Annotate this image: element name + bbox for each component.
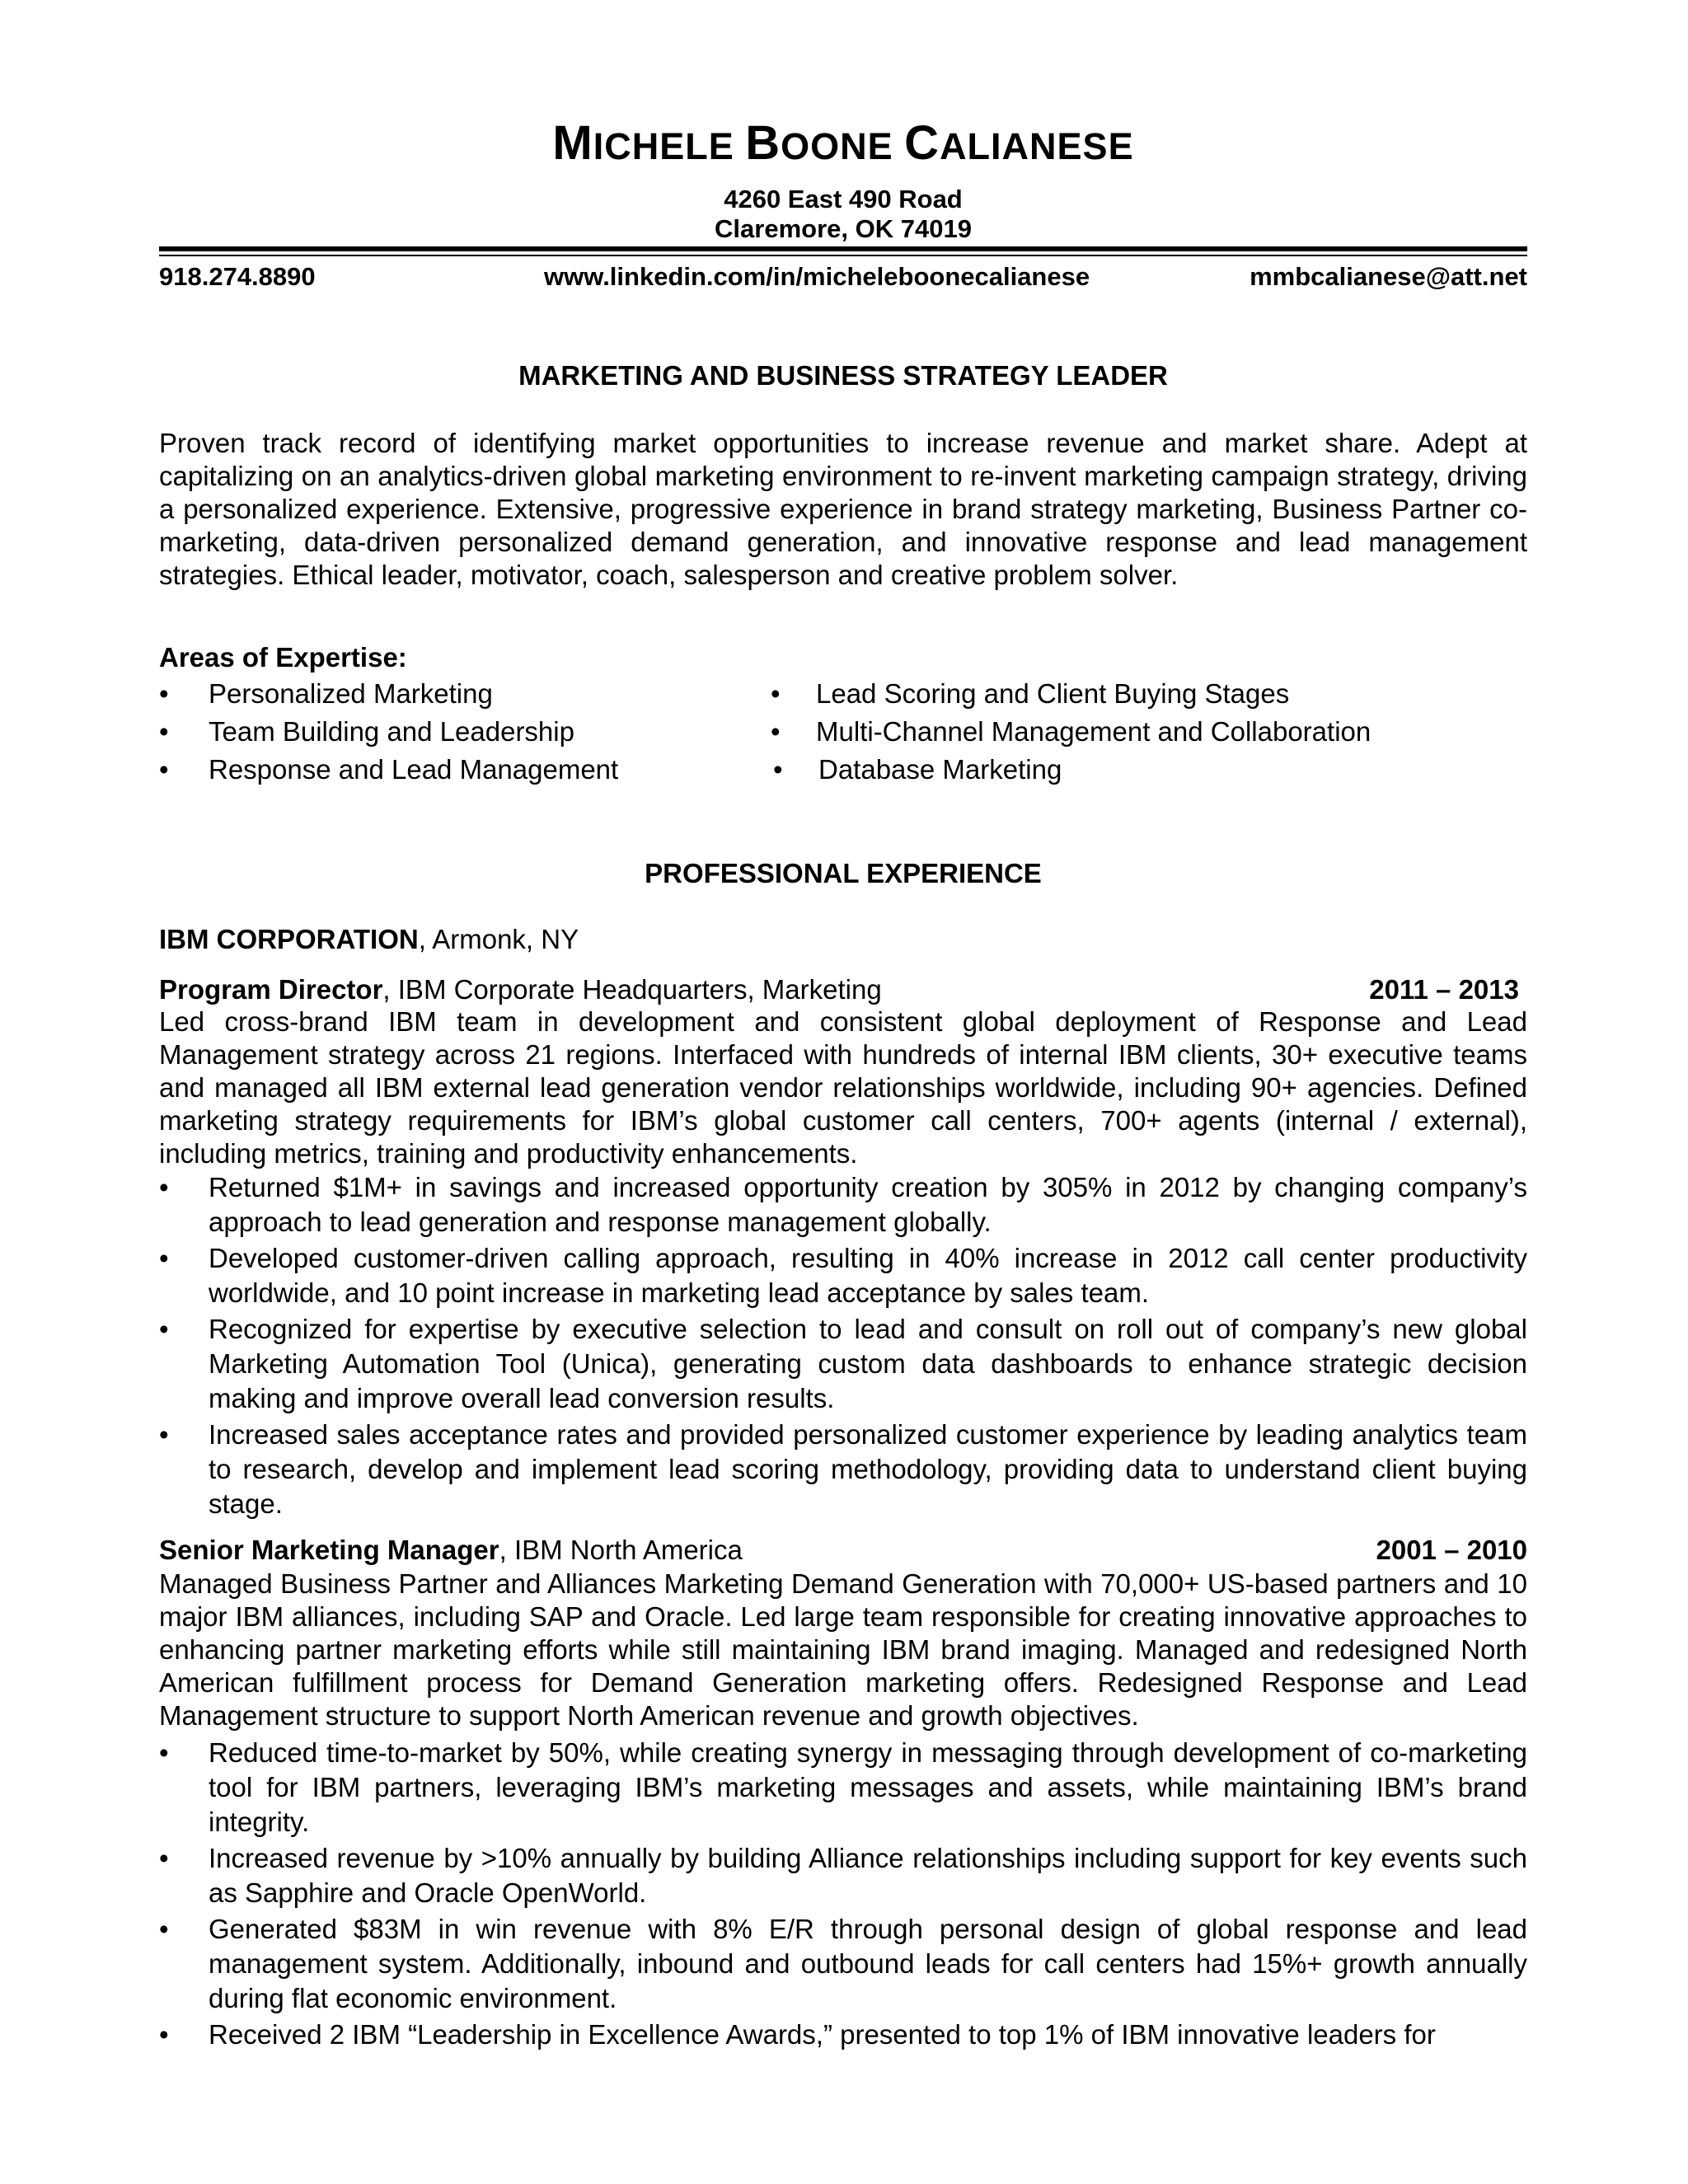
job-dates: 2011 – 2013 <box>1369 974 1519 1005</box>
expertise-item: Lead Scoring and Client Buying Stages <box>816 678 1290 709</box>
expertise-label: Areas of Expertise: <box>159 642 407 673</box>
bullet-icon: • <box>771 716 781 747</box>
job-title: Program Director <box>159 974 383 1005</box>
name-initial: B <box>745 116 781 170</box>
job-title-line <box>159 1535 1527 1566</box>
bullet-icon: • <box>159 1914 169 1944</box>
address-line-2: Claremore, OK 74019 <box>715 214 972 243</box>
company-name: IBM CORPORATION <box>159 924 419 954</box>
achievement-item: • Recognized for expertise by executive selection to lead and consult on roll out of company’s new global Marketing Automation Tool (Unica), generating custom data dashboards to enhance strategic decision making and improve overall lead conversion results. <box>159 1314 1527 1413</box>
email-link[interactable]: mmbcalianese@att.net <box>1250 262 1527 291</box>
experience-heading: PROFESSIONAL EXPERIENCE <box>645 858 1042 888</box>
header-rule-thick <box>159 246 1527 251</box>
header-rule-thin <box>159 255 1527 256</box>
job-title: Senior Marketing Manager <box>159 1535 499 1565</box>
achievement-item: • Increased revenue by >10% annually by building Alliance relationships including support for key events such as Sapphire and Oracle OpenWorld. <box>159 1843 1527 1908</box>
bullet-icon: • <box>159 1737 169 1768</box>
job-org: , IBM North America <box>499 1535 743 1565</box>
job-description: Led cross-brand IBM team in development and consistent global deployment of Response and Lead Management strategy across 21 regions. Interfaced with hundreds of internal IBM clients, 30+ executive teams and managed all IBM external lead generation vendor relationships worldwide, including 90+ agencies. Defined marketing strategy requirements for IBM’s global customer call centers, 700+ agents (internal / external), including metrics, training and productivity enhancements. <box>159 1006 1527 1169</box>
job-dates: 2001 – 2010 <box>1376 1535 1527 1565</box>
company-location: , Armonk, NY <box>418 924 579 954</box>
bullet-icon: • <box>773 754 783 785</box>
summary-heading: MARKETING AND BUSINESS STRATEGY LEADER <box>518 360 1168 391</box>
expertise-item: Response and Lead Management <box>209 754 619 785</box>
name-initial: M <box>552 116 593 170</box>
candidate-name <box>159 115 1527 171</box>
achievement-item: • Generated $83M in win revenue with 8% E/R through personal design of global response and lead management system. Additionally, inbound and outbound leads for call centers had 15%+ growth annually during flat economic environment. <box>159 1914 1527 2013</box>
summary-paragraph: Proven track record of identifying market opportunities to increase revenue and market share. Adept at capitalizing on an analytics-driven global marketing environment to re-invent marketing campaign strategy, driving a personalized experience. Extensive, progressive experience in brand strategy marketing, Business Partner co-marketing, data-driven personalized demand generation, and innovative response and lead management strategies. Ethical leader, motivator, coach, salesperson and creative problem solver. <box>159 428 1527 590</box>
bullet-icon: • <box>159 1843 169 1873</box>
achievement-item: • Returned $1M+ in savings and increased opportunity creation by 305% in 2012 by changing company’s approach to lead generation and response management globally. <box>159 1172 1527 1237</box>
bullet-icon: • <box>159 2019 169 2050</box>
address-line-1: 4260 East 490 Road <box>724 185 963 213</box>
bullet-icon: • <box>159 1419 169 1450</box>
bullet-icon: • <box>159 1172 169 1202</box>
achievement-item: • Developed customer-driven calling approach, resulting in 40% increase in 2012 call center productivity worldwide, and 10 point increase in marketing lead acceptance by sales team. <box>159 1243 1527 1308</box>
name-initial: C <box>904 116 940 170</box>
achievement-item: • Increased sales acceptance rates and provided personalized customer experience by leading analytics team to research, develop and implement lead scoring methodology, providing data to understand client buying stage. <box>159 1419 1527 1519</box>
bullet-icon: • <box>159 716 169 747</box>
job-description: Managed Business Partner and Alliances Marketing Demand Generation with 70,000+ US-based partners and 10 major IBM alliances, including SAP and Oracle. Led large team responsible for creating innovative approaches to enhancing partner marketing efforts while still maintaining IBM brand imaging. Managed and redesigned North American fulfillment process for Demand Generation marketing offers. Redesigned Response and Lead Management structure to support North American revenue and growth objectives. <box>159 1568 1527 1731</box>
name-rest: OONE <box>781 125 905 167</box>
achievement-item: • Reduced time-to-market by 50%, while creating synergy in messaging through development of co-marketing tool for IBM partners, leveraging IBM’s marketing messages and assets, while maintaining IBM’s brand integrity. <box>159 1737 1527 1837</box>
job-org: , IBM Corporate Headquarters, Marketing <box>382 974 882 1005</box>
company-line <box>159 924 579 955</box>
bullet-icon: • <box>159 678 169 709</box>
expertise-item: Multi-Channel Management and Collaboration <box>816 716 1372 747</box>
phone-number: 918.274.8890 <box>159 262 316 291</box>
expertise-item: Personalized Marketing <box>209 678 493 709</box>
achievement-item: • Received 2 IBM “Leadership in Excellence Awards,” presented to top 1% of IBM innovative leaders for <box>159 2018 1527 2052</box>
job-achievements <box>159 1170 1527 1523</box>
expertise-item: Database Marketing <box>818 754 1062 785</box>
name-rest: ICHELE <box>593 125 746 167</box>
linkedin-link[interactable]: www.linkedin.com/in/micheleboonecalianese <box>544 262 1090 291</box>
name-rest: ALIANESE <box>940 125 1134 167</box>
job-achievements <box>159 1736 1527 2054</box>
expertise-item: Team Building and Leadership <box>209 716 574 747</box>
job-title-line <box>159 974 1527 1005</box>
bullet-icon: • <box>771 678 781 709</box>
bullet-icon: • <box>159 754 169 785</box>
bullet-icon: • <box>159 1243 169 1273</box>
bullet-icon: • <box>159 1314 169 1344</box>
resume-page <box>159 0 1527 2184</box>
